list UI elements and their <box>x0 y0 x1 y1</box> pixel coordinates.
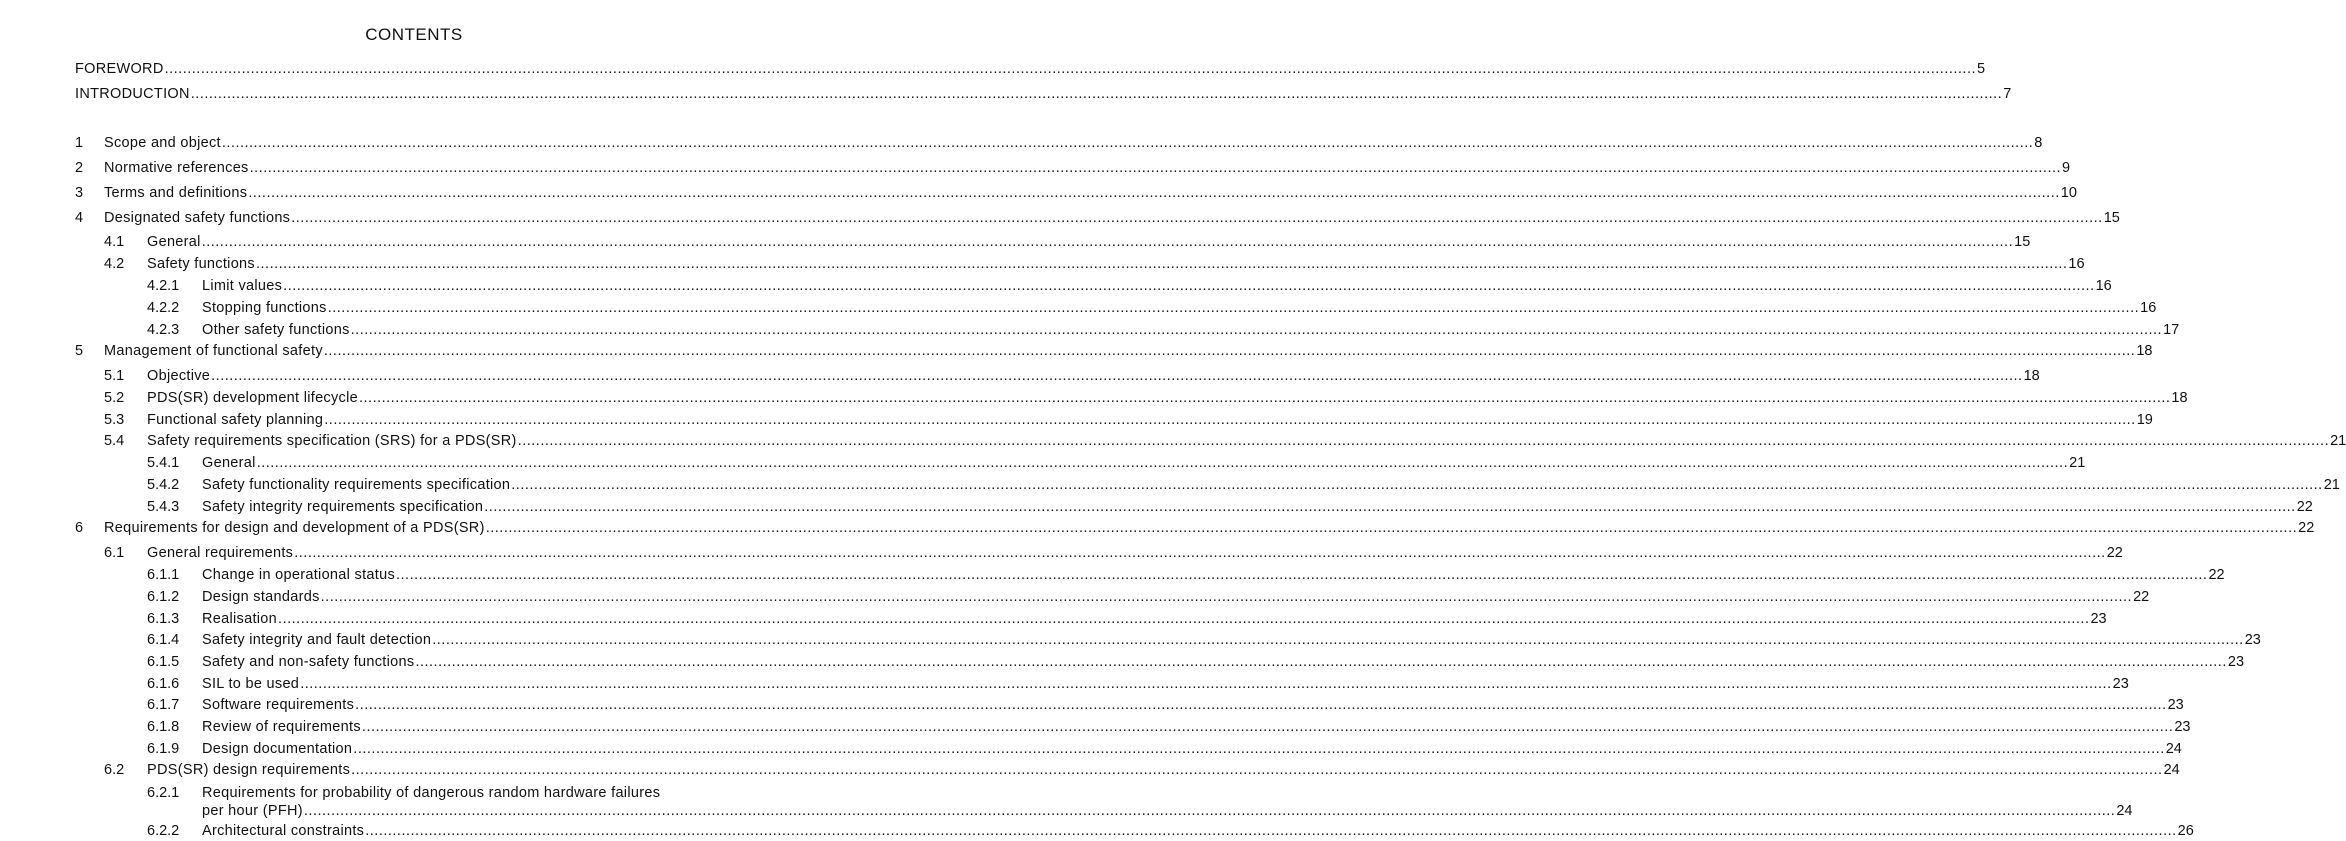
toc-entry-number: 6.2 <box>104 762 125 778</box>
toc-entry[interactable] <box>202 739 2182 759</box>
toc-entry-number: 5.2 <box>104 390 125 406</box>
toc-entry-number: 6.1.8 <box>147 719 180 735</box>
dot-leader: ................................................................................................................................................................................................................................................................................................................................................................................................................ <box>355 697 2167 713</box>
toc-entry-title[interactable]: Requirements for probability of dangerous random hardware failures <box>202 785 661 801</box>
toc-entry-page: 22 <box>2298 520 2315 536</box>
toc-entry-title: Scope and object <box>104 135 221 151</box>
toc-entry[interactable] <box>202 320 2180 340</box>
toc-entry[interactable] <box>147 760 2180 780</box>
dot-leader: ................................................................................................................................................................................................................................................................................................................................................................................................................ <box>303 803 2116 819</box>
toc-entry-title: PDS(SR) design requirements <box>147 762 351 778</box>
toc-entry-number: 4.2 <box>104 256 125 272</box>
dot-leader: ................................................................................................................................................................................................................................................................................................................................................................................................................ <box>256 455 2069 471</box>
toc-entry-page: 22 <box>2106 545 2123 561</box>
toc-entry-number: 6.1.5 <box>147 654 180 670</box>
toc-entry-number: 4.2.2 <box>147 300 180 316</box>
toc-entry-page: 10 <box>2060 185 2077 201</box>
toc-entry-page: 22 <box>2296 499 2313 515</box>
toc-entry-title: Review of requirements <box>202 719 361 735</box>
toc-entry-number: 4.2.3 <box>147 322 180 338</box>
toc-entry-page: 23 <box>2112 676 2129 692</box>
dot-leader: ................................................................................................................................................................................................................................................................................................................................................................................................................ <box>396 567 2208 583</box>
toc-entry-page: 26 <box>2177 823 2194 839</box>
dot-leader: ................................................................................................................................................................................................................................................................................................................................................................................................................ <box>415 654 2227 670</box>
dot-leader: ................................................................................................................................................................................................................................................................................................................................................................................................................ <box>327 300 2140 316</box>
toc-entry-page: 16 <box>2068 256 2085 272</box>
toc-entry-number: 5.1 <box>104 368 125 384</box>
toc-entry[interactable] <box>75 84 2012 104</box>
toc-entry[interactable] <box>75 59 1986 79</box>
toc-entry[interactable] <box>104 183 2077 203</box>
dot-leader: ................................................................................................................................................................................................................................................................................................................................................................................................................ <box>291 210 2103 226</box>
dot-leader: ................................................................................................................................................................................................................................................................................................................................................................................................................ <box>432 632 2244 648</box>
toc-entry-page: 15 <box>2014 234 2031 250</box>
toc-entry-title: Designated safety functions <box>104 210 291 226</box>
toc-entry[interactable] <box>147 543 2123 563</box>
page-title: CONTENTS <box>365 25 463 44</box>
toc-entry[interactable] <box>202 630 2261 650</box>
toc-entry[interactable] <box>202 565 2225 585</box>
toc-entry-page: 23 <box>2174 719 2191 735</box>
toc-entry-title: Design documentation <box>202 741 353 757</box>
toc-entry-page: 18 <box>2023 368 2040 384</box>
toc-entry-title: Safety functionality requirements specification <box>202 477 511 493</box>
toc-entry[interactable] <box>202 821 2194 841</box>
toc-entry-number: 6.1.4 <box>147 632 180 648</box>
dot-leader: ................................................................................................................................................................................................................................................................................................................................................................................................................ <box>201 234 2014 250</box>
toc-entry-page: 9 <box>2062 160 2071 176</box>
toc-entry[interactable] <box>147 431 2346 451</box>
toc-entry-page: 8 <box>2034 135 2043 151</box>
toc-entry-number: 1 <box>75 135 84 151</box>
toc-entry-title: Safety integrity and fault detection <box>202 632 432 648</box>
toc-entry[interactable] <box>202 609 2107 629</box>
toc-entry[interactable] <box>104 133 2043 153</box>
toc-entry-title: FOREWORD <box>75 61 164 77</box>
toc-entry-page: 23 <box>2090 611 2107 627</box>
toc-entry-number: 6.2.2 <box>147 823 180 839</box>
toc-entry-title-continued: per hour (PFH) <box>202 803 303 819</box>
toc-entry-title: Safety and non-safety functions <box>202 654 415 670</box>
dot-leader: ................................................................................................................................................................................................................................................................................................................................................................................................................ <box>320 589 2133 605</box>
toc-entry[interactable] <box>147 410 2153 430</box>
dot-leader: ................................................................................................................................................................................................................................................................................................................................................................................................................ <box>249 160 2062 176</box>
toc-entry[interactable] <box>202 695 2184 715</box>
toc-entry-title: INTRODUCTION <box>75 86 190 102</box>
toc-entry-number: 6.1.6 <box>147 676 180 692</box>
toc-entry-number: 5.4.1 <box>147 455 180 471</box>
toc-entry-page: 23 <box>2167 697 2184 713</box>
toc-entry-page: 17 <box>2163 322 2180 338</box>
toc-entry-number: 6.1 <box>104 545 125 561</box>
toc-entry-page: 18 <box>2136 343 2153 359</box>
toc-entry-page: 22 <box>2133 589 2150 605</box>
toc-entry-title: Safety requirements specification (SRS) for a PDS(SR) <box>147 433 517 449</box>
dot-leader: ................................................................................................................................................................................................................................................................................................................................................................................................................ <box>283 278 2095 294</box>
toc-entry-page: 24 <box>2163 762 2180 778</box>
toc-entry-number: 4.1 <box>104 234 125 250</box>
toc-entry-title: Realisation <box>202 611 278 627</box>
toc-entry-number: 6 <box>75 520 84 536</box>
toc-entry-title: SIL to be used <box>202 676 300 692</box>
dot-leader: ................................................................................................................................................................................................................................................................................................................................................................................................................ <box>511 477 2323 493</box>
toc-entry[interactable] <box>104 341 2153 361</box>
toc-entry-title: Design standards <box>202 589 320 605</box>
toc-entry[interactable] <box>202 717 2191 737</box>
toc-entry-title: Functional safety planning <box>147 412 324 428</box>
toc-entry-title: PDS(SR) development lifecycle <box>147 390 358 406</box>
toc-entry-title: Software requirements <box>202 697 355 713</box>
toc-entry-title: Normative references <box>104 160 249 176</box>
dot-leader: ................................................................................................................................................................................................................................................................................................................................................................................................................ <box>358 390 2171 406</box>
toc-entry-title: General <box>147 234 201 250</box>
dot-leader: ................................................................................................................................................................................................................................................................................................................................................................................................................ <box>361 719 2174 735</box>
toc-entry-number: 5.4.3 <box>147 499 180 515</box>
toc-entry-page: 21 <box>2323 477 2340 493</box>
toc-entry-title: Safety integrity requirements specification <box>202 499 484 515</box>
toc-entry-title: Safety functions <box>147 256 255 272</box>
toc-entry[interactable] <box>104 158 2071 178</box>
toc-entry-title: General requirements <box>147 545 294 561</box>
toc-entry-page: 5 <box>1977 61 1986 77</box>
dot-leader: ................................................................................................................................................................................................................................................................................................................................................................................................................ <box>211 368 2023 384</box>
toc-entry-page: 23 <box>2227 654 2245 670</box>
dot-leader: ................................................................................................................................................................................................................................................................................................................................................................................................................ <box>485 520 2298 536</box>
dot-leader: ................................................................................................................................................................................................................................................................................................................................................................................................................ <box>294 545 2106 561</box>
toc-entry-title: Limit values <box>202 278 283 294</box>
toc-entry-page: 24 <box>2165 741 2182 757</box>
dot-leader: ................................................................................................................................................................................................................................................................................................................................................................................................................ <box>324 412 2136 428</box>
toc-entry-title: General <box>202 455 256 471</box>
toc-entry-page: 24 <box>2116 803 2133 819</box>
toc-entry[interactable] <box>202 453 2086 473</box>
toc-entry-page: 16 <box>2095 278 2112 294</box>
toc-entry-number: 2 <box>75 160 84 176</box>
toc-entry-page: 22 <box>2208 567 2225 583</box>
toc-entry-number: 6.1.1 <box>147 567 180 583</box>
toc-entry-page: 16 <box>2140 300 2157 316</box>
toc-entry[interactable] <box>147 388 2188 408</box>
toc-entry[interactable] <box>147 232 2031 252</box>
toc-entry[interactable] <box>202 497 2313 517</box>
toc-entry-number: 6.1.9 <box>147 741 180 757</box>
dot-leader: ................................................................................................................................................................................................................................................................................................................................................................................................................ <box>353 741 2165 757</box>
toc-entry[interactable] <box>147 254 2085 274</box>
toc-entry[interactable] <box>202 276 2112 296</box>
toc-entry-page: 18 <box>2171 390 2188 406</box>
toc-entry-title: Terms and definitions <box>104 185 248 201</box>
toc-entry-number: 3 <box>75 185 84 201</box>
toc-entry-title: Stopping functions <box>202 300 327 316</box>
toc-entry[interactable] <box>104 518 2315 538</box>
dot-leader: ................................................................................................................................................................................................................................................................................................................................................................................................................ <box>323 343 2136 359</box>
toc-entry-page: 21 <box>2069 455 2086 471</box>
toc-entry-number: 6.1.3 <box>147 611 180 627</box>
dot-leader: ................................................................................................................................................................................................................................................................................................................................................................................................................ <box>278 611 2090 627</box>
toc-entry-title: Management of functional safety <box>104 343 323 359</box>
toc-entry-page: 23 <box>2244 632 2261 648</box>
toc-entry-number: 6.1.7 <box>147 697 180 713</box>
toc-entry-title: Requirements for design and development of a PDS(SR) <box>104 520 485 536</box>
toc-entry-page: 7 <box>2003 86 2012 102</box>
dot-leader: ................................................................................................................................................................................................................................................................................................................................................................................................................ <box>517 433 2330 449</box>
toc-entry[interactable] <box>202 475 2340 495</box>
toc-entry-title: Architectural constraints <box>202 823 365 839</box>
toc-entry-title: Change in operational status <box>202 567 395 583</box>
toc-entry[interactable] <box>202 801 2133 821</box>
toc-entry[interactable] <box>147 366 2040 386</box>
toc-entry-title: Objective <box>147 368 211 384</box>
toc-entry[interactable] <box>104 208 2120 228</box>
toc-entry[interactable] <box>202 652 2245 672</box>
dot-leader: ................................................................................................................................................................................................................................................................................................................................................................................................................ <box>255 256 2068 272</box>
toc-entry-number: 5.3 <box>104 412 125 428</box>
toc-entry[interactable] <box>202 587 2150 607</box>
dot-leader: ................................................................................................................................................................................................................................................................................................................................................................................................................ <box>350 322 2163 338</box>
dot-leader: ................................................................................................................................................................................................................................................................................................................................................................................................................ <box>300 676 2112 692</box>
toc-entry-title: Other safety functions <box>202 322 350 338</box>
dot-leader: ................................................................................................................................................................................................................................................................................................................................................................................................................ <box>365 823 2177 839</box>
dot-leader: ................................................................................................................................................................................................................................................................................................................................................................................................................ <box>248 185 2060 201</box>
toc-entry-page: 19 <box>2136 412 2153 428</box>
toc-entry-number: 4 <box>75 210 84 226</box>
toc-entry-number: 6.2.1 <box>147 785 180 801</box>
dot-leader: ................................................................................................................................................................................................................................................................................................................................................................................................................ <box>164 61 1977 77</box>
toc-entry-number: 5.4.2 <box>147 477 180 493</box>
toc-entry[interactable] <box>202 674 2129 694</box>
toc-entry-number: 4.2.1 <box>147 278 180 294</box>
toc-entry[interactable] <box>202 298 2157 318</box>
toc-entry-number: 5.4 <box>104 433 125 449</box>
dot-leader: ................................................................................................................................................................................................................................................................................................................................................................................................................ <box>351 762 2163 778</box>
toc-entry-number: 5 <box>75 343 84 359</box>
toc-entry-number: 6.1.2 <box>147 589 180 605</box>
toc-entry-page: 21 <box>2330 433 2346 449</box>
toc-entry-page: 15 <box>2103 210 2120 226</box>
dot-leader: ................................................................................................................................................................................................................................................................................................................................................................................................................ <box>484 499 2296 515</box>
dot-leader: ................................................................................................................................................................................................................................................................................................................................................................................................................ <box>190 86 2003 102</box>
dot-leader: ................................................................................................................................................................................................................................................................................................................................................................................................................ <box>221 135 2034 151</box>
